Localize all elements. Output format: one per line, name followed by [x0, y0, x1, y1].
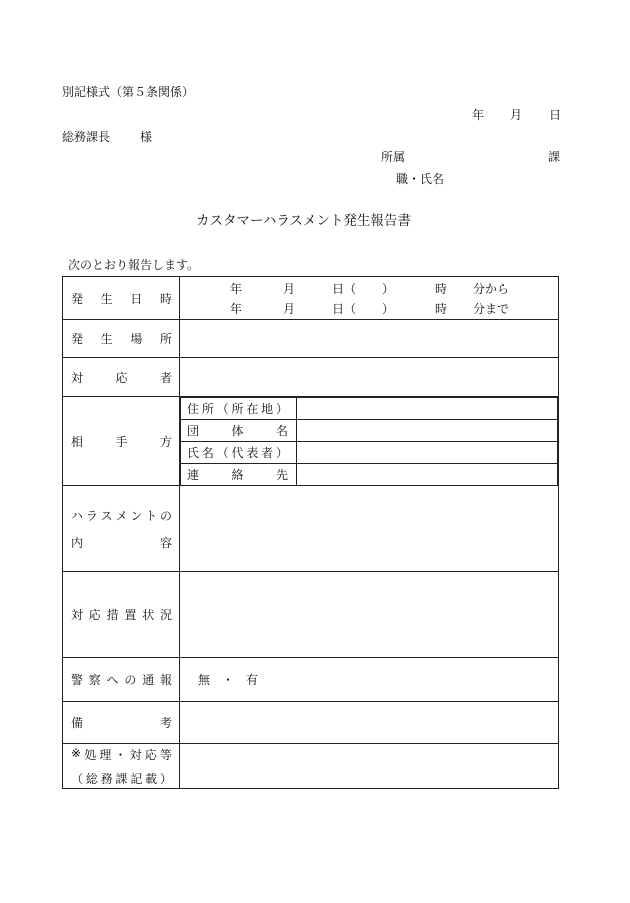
to-day: 日（ [332, 301, 357, 316]
location-value[interactable] [180, 320, 559, 358]
form-reference: 別記様式（第５条関係） [62, 85, 195, 99]
addressee: 総務課長 [62, 130, 111, 144]
to-year: 年 [230, 301, 243, 316]
processing-value[interactable] [180, 744, 559, 789]
row-remarks [63, 702, 559, 744]
row-police-report [63, 658, 559, 702]
occurrence-datetime-value[interactable] [180, 277, 559, 320]
representative-value[interactable] [297, 442, 558, 464]
from-year: 年 [230, 281, 243, 296]
from-hour: 時 [435, 281, 448, 296]
from-day: 日（ [332, 281, 357, 296]
intro-text: 次のとおり報告します。 [68, 258, 200, 272]
datetime-from-line [180, 278, 558, 298]
position-name-label: 職・氏名 [396, 172, 445, 186]
contact-value[interactable] [297, 464, 558, 486]
remarks-label: 備 考 [71, 716, 172, 730]
dept-suffix: 課 [548, 150, 561, 164]
to-minute: 分まで [473, 301, 510, 316]
harassment-content-label-1: ハ ラ ス メ ン ト の [71, 508, 172, 523]
harassment-content-label-2: 内 容 [71, 535, 172, 550]
police-report-choice[interactable]: 無 ・ 有 [180, 658, 559, 702]
response-status-value[interactable] [180, 572, 559, 658]
date-month-label: 月 [510, 108, 523, 122]
row-counterparty [63, 397, 559, 486]
harassment-content-value[interactable] [180, 486, 559, 572]
row-location [63, 320, 559, 358]
response-status-label: 対 応 措 置 状 況 [71, 608, 172, 622]
processing-label-1: ※ 処 理 ・ 対 応 等 [71, 745, 172, 762]
organization-value[interactable] [297, 420, 558, 442]
from-minute: 分から [473, 281, 510, 296]
counterparty-label: 相 手 方 [71, 434, 172, 449]
processing-label-2: （ 総 務 課 記 載 ） [71, 771, 172, 786]
date-year-label: 年 [472, 108, 485, 122]
document-title: カスタマーハラスメント発生報告書 [196, 213, 411, 229]
row-response-status [63, 572, 559, 658]
row-processing [63, 744, 559, 789]
remarks-value[interactable] [180, 702, 559, 744]
datetime-to-line [180, 298, 558, 318]
dept-label: 所属 [381, 150, 406, 164]
location-label: 発 生 場 所 [71, 332, 172, 346]
row-occurrence-datetime [63, 277, 559, 320]
occurrence-datetime-label: 発 生 日 時 [71, 291, 172, 306]
to-month: 月 [283, 301, 296, 316]
police-report-label: 警 察 へ の 通 報 [71, 673, 172, 687]
honorific: 様 [140, 130, 153, 144]
to-hour: 時 [435, 301, 448, 316]
responder-value[interactable] [180, 358, 559, 397]
from-weekday-close: ） [382, 281, 395, 296]
to-weekday-close: ） [382, 301, 395, 316]
row-responder [63, 358, 559, 397]
organization-label: 団 体 名 [187, 424, 288, 438]
from-month: 月 [283, 281, 296, 296]
row-harassment-content [63, 486, 559, 572]
responder-label: 対 応 者 [71, 370, 172, 385]
report-form-table [62, 276, 559, 789]
address-value[interactable] [297, 398, 558, 420]
contact-label: 連 絡 先 [187, 468, 288, 482]
counterparty-subtable [180, 397, 558, 485]
date-day-label: 日 [549, 108, 562, 122]
address-label: 住 所 （ 所 在 地 ） [187, 402, 288, 416]
representative-label: 氏 名 （ 代 表 者 ） [187, 446, 288, 460]
